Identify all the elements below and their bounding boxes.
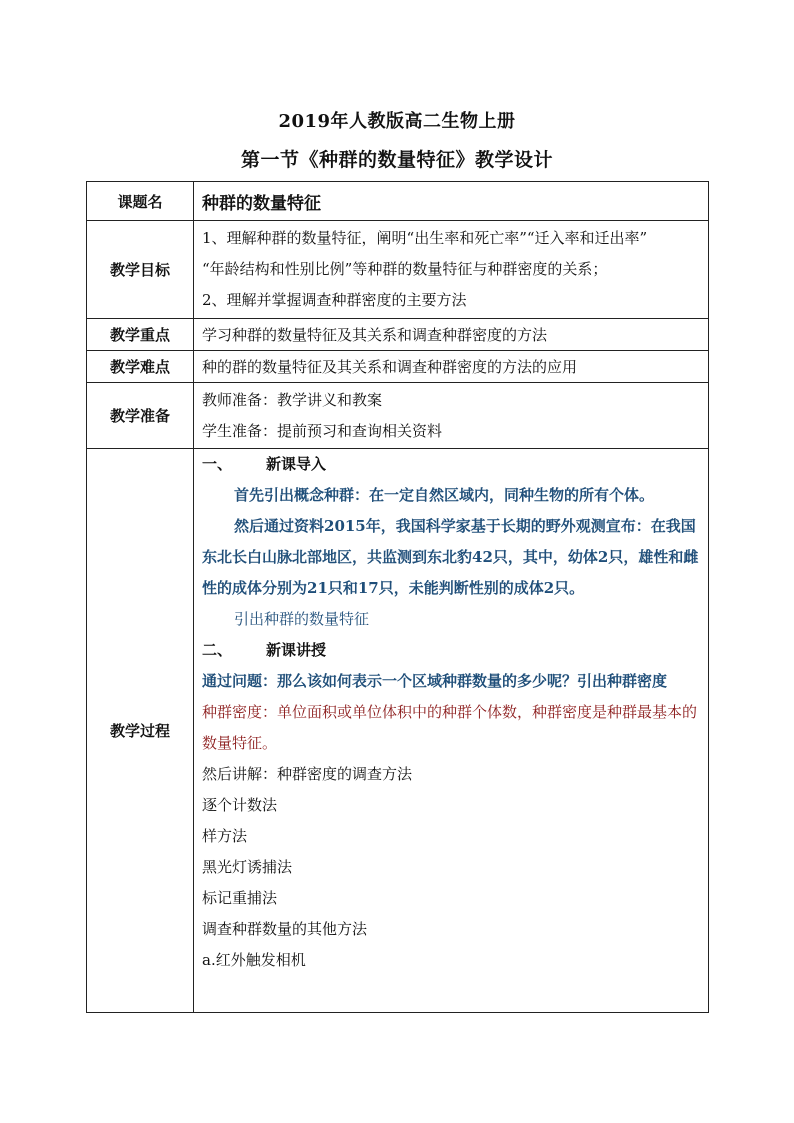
section-2-title: 新课讲授 (266, 641, 327, 659)
label-topic: 课题名 (87, 182, 194, 221)
prep-teacher: 教师准备：教学讲义和教案 (202, 390, 383, 409)
prep-student: 学生准备：提前预习和查询相关资料 (202, 421, 443, 440)
goal-line-2: “年龄结构和性别比例”等种群的数量特征与种群密度的关系； (202, 260, 608, 278)
method-intro: 然后讲解：种群密度的调查方法 (202, 765, 413, 783)
intro-paragraph-1: 首先引出概念种群：在一定自然区域内，同种生物的所有个体。 (234, 486, 655, 504)
section-1-heading (202, 449, 700, 480)
row-prep (87, 383, 709, 449)
goal-line-1: 1、理解种群的数量特征，阐明“出生率和死亡率”“迁入率和迁出率” (202, 229, 648, 247)
label-difficulty: 教学难点 (87, 351, 194, 383)
row-process (87, 449, 709, 1013)
label-goals: 教学目标 (87, 221, 194, 319)
method-1: 逐个计数法 (202, 796, 278, 814)
value-difficulty: 种的群的数量特征及其关系和调查种群密度的方法的应用 (194, 351, 709, 383)
section-2-number: 二、 (202, 641, 233, 659)
row-goals (87, 221, 709, 319)
value-topic: 种群的数量特征 (194, 182, 709, 221)
method-3: 黑光灯诱捕法 (202, 858, 293, 876)
value-key: 学习种群的数量特征及其关系和调查种群密度的方法 (194, 319, 709, 351)
document-subtitle: 第一节《种群的数量特征》教学设计 (240, 149, 553, 171)
question-paragraph: 通过问题：那么该如何表示一个区域种群数量的多少呢？引出种群密度 (202, 672, 668, 690)
row-topic (87, 182, 709, 221)
method-4: 标记重捕法 (202, 889, 278, 907)
intro-paragraph-3: 引出种群的数量特征 (234, 610, 370, 628)
value-prep (194, 383, 709, 449)
goal-line-3: 2、理解并掌握调查种群密度的主要方法 (202, 291, 467, 309)
section-1-title: 新课导入 (266, 455, 327, 473)
definition-paragraph: 种群密度：单位面积或单位体积中的种群个体数，种群密度是种群最基本的数量特征。 (202, 703, 698, 752)
section-1-number: 一、 (202, 455, 233, 473)
intro-paragraph-2: 然后通过资料2015年，我国科学家基于长期的野外观测宣布：在我国东北长白山脉北部地区，共监测到东北豹42只，其中，幼体2只，雄性和雌性的成体分别为21只和17只，未能判断性别的成体2只。 (202, 517, 699, 597)
row-key (87, 319, 709, 351)
row-difficulty (87, 351, 709, 383)
value-process (194, 449, 709, 1013)
lesson-plan-table (86, 181, 709, 1013)
label-process: 教学过程 (87, 449, 194, 1013)
method-5: 调查种群数量的其他方法 (202, 920, 368, 938)
label-prep: 教学准备 (87, 383, 194, 449)
value-goals (194, 221, 709, 319)
method-6: a.红外触发相机 (202, 951, 306, 969)
section-2-heading (202, 635, 700, 666)
method-2: 样方法 (202, 827, 248, 845)
document-title: 2019年人教版高二生物上册 (278, 111, 516, 132)
label-key: 教学重点 (87, 319, 194, 351)
